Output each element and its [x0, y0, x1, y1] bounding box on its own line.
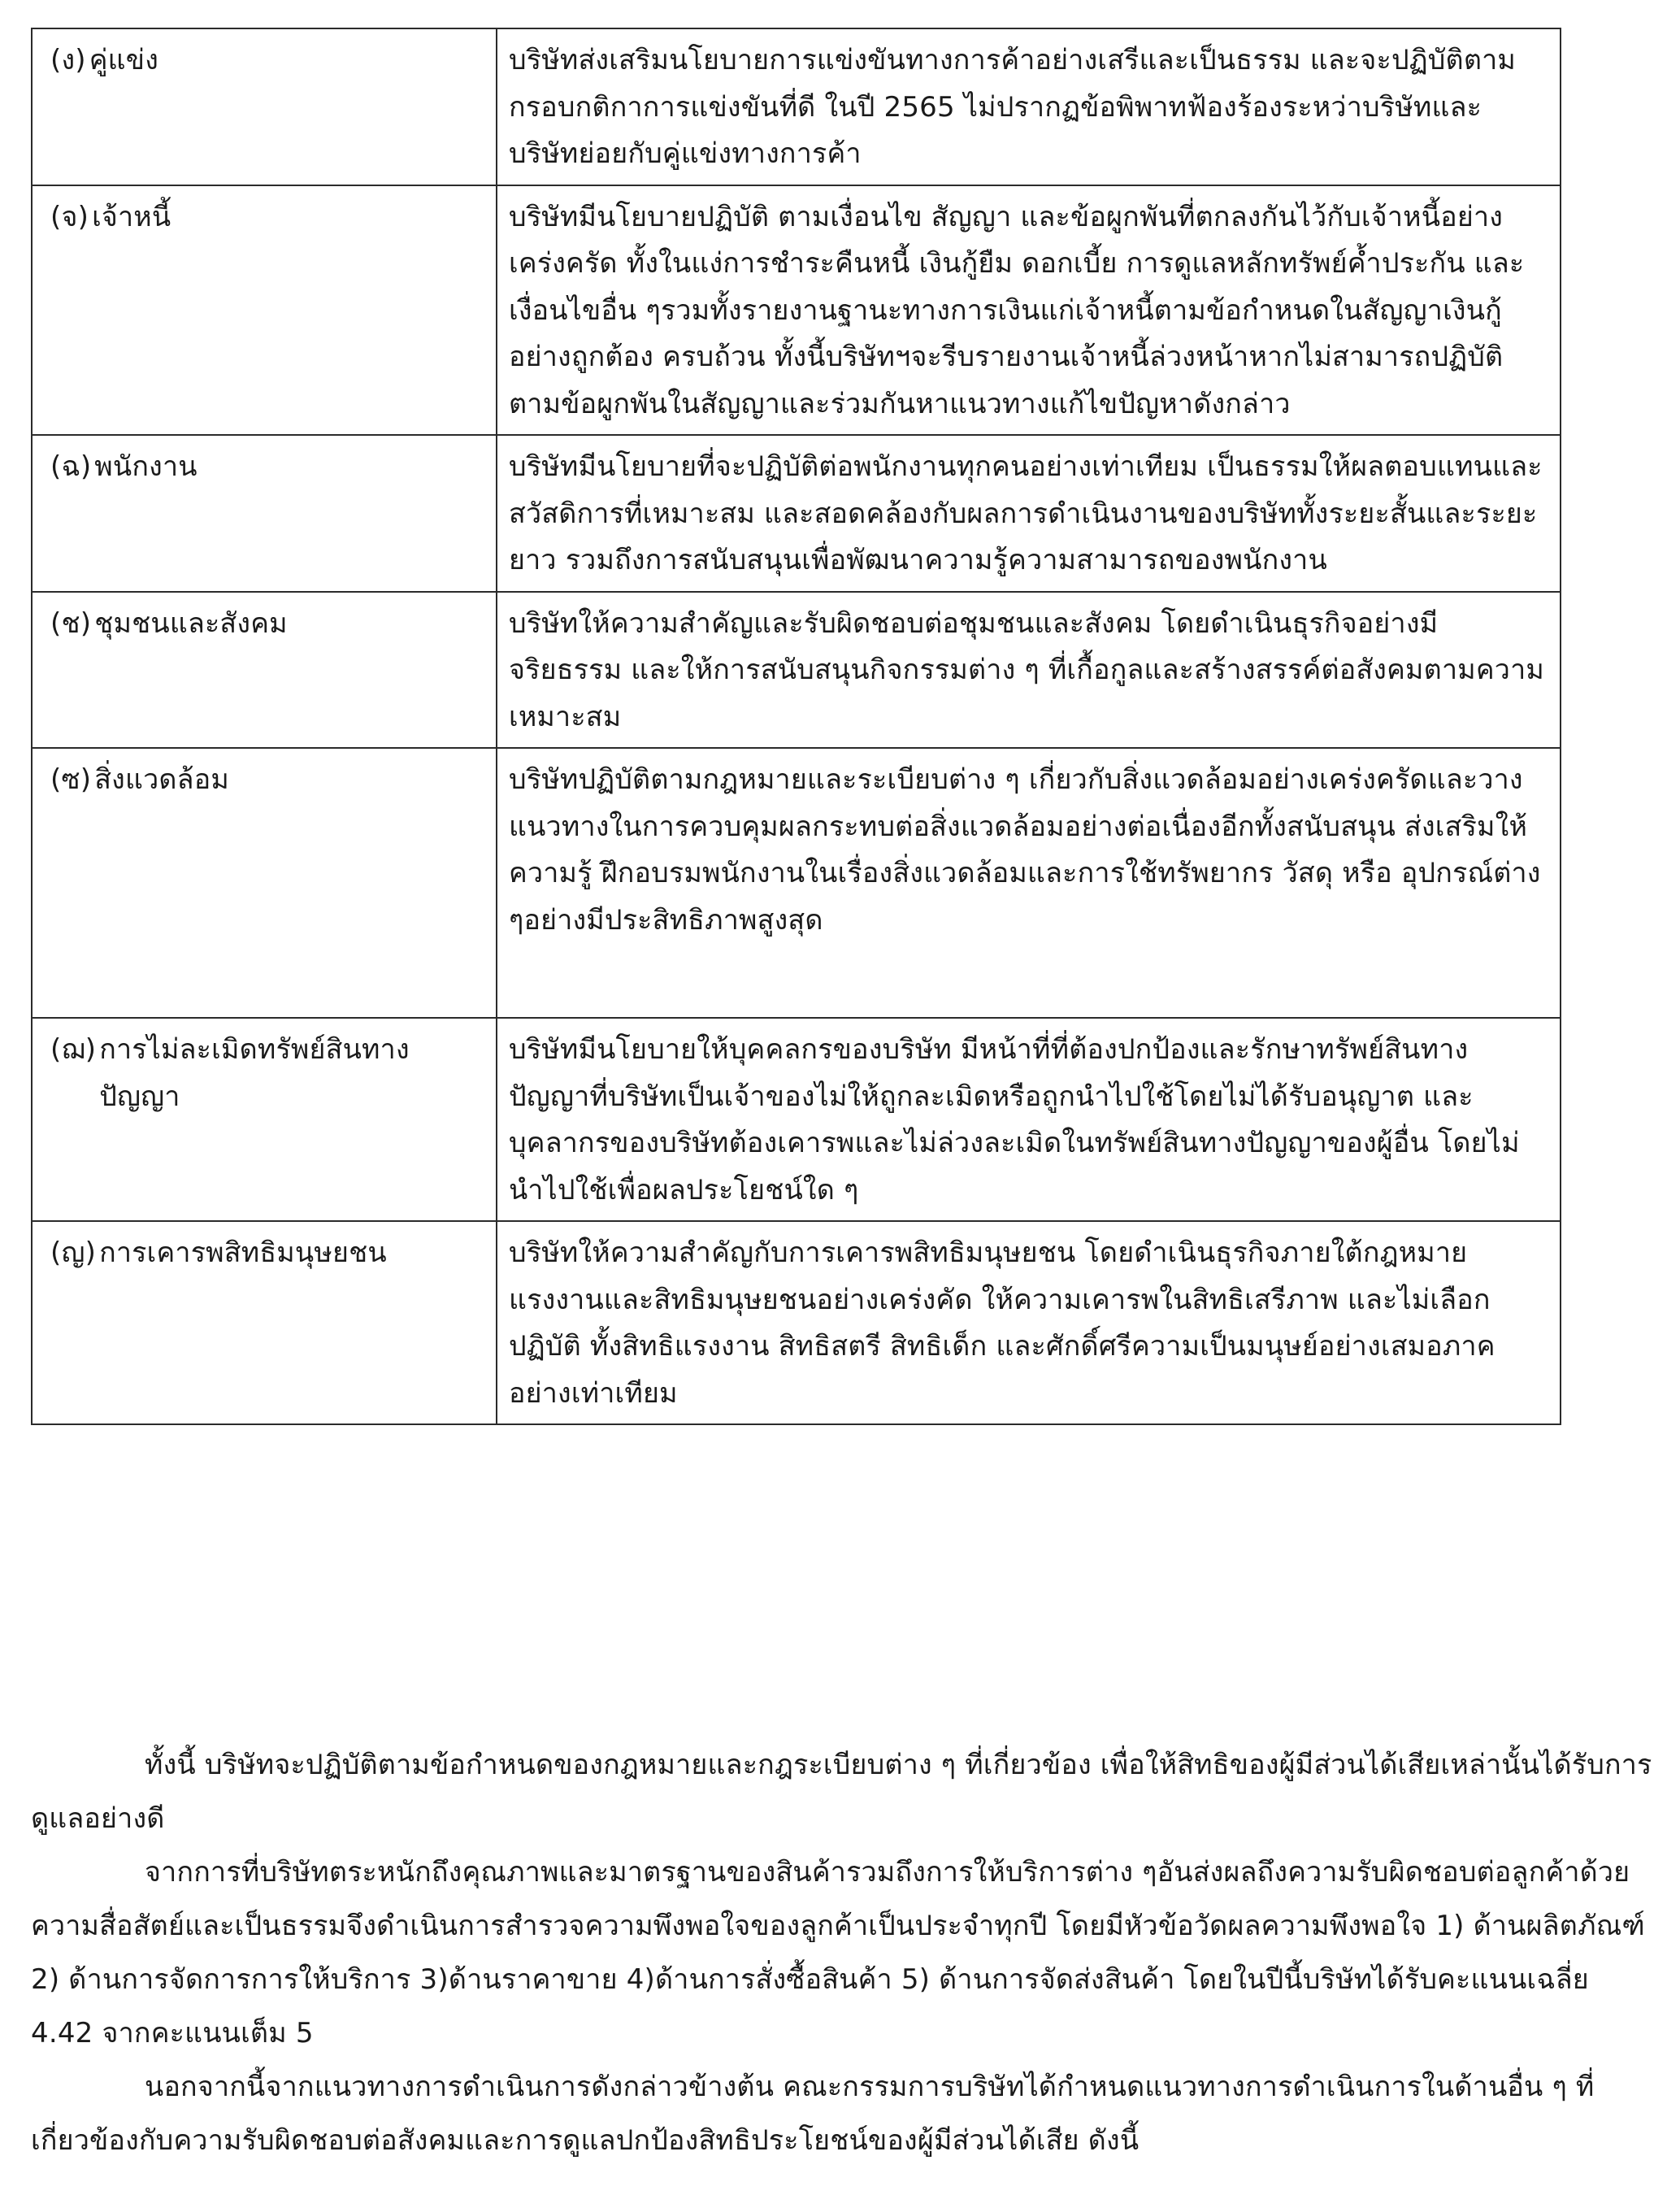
- table-row: [32, 435, 1561, 592]
- stakeholder-policy-text: บริษัทให้ความสำคัญกับการเคารพสิทธิมนุษยชน โดยดำเนินธุรกิจภายใต้กฎหมายแรงงานและสิทธิมนุษยชนอย่างเคร่งคัด ให้ความเคารพในสิทธิเสรีภาพ และไม่เลือกปฏิบัติ ทั้งสิทธิแรงงาน สิทธิสตรี สิทธิเด็ก และศักดิ์ศรีความเป็นมนุษย์อย่างเสมอภาคอย่างเท่าเทียม: [497, 1221, 1561, 1424]
- stakeholder-label-cell: [32, 185, 497, 436]
- stakeholder-number: (ฌ): [50, 1033, 97, 1066]
- table-row: [32, 28, 1561, 185]
- stakeholder-number: (ซ): [50, 763, 92, 796]
- stakeholder-label: การไม่ละเมิดทรัพย์สินทางปัญญา: [99, 1033, 410, 1113]
- stakeholder-label-cell: [32, 1018, 497, 1221]
- stakeholder-label-cell: [32, 592, 497, 749]
- stakeholder-number: (ฉ): [50, 450, 92, 483]
- table-row: [32, 748, 1561, 1018]
- paragraph-compliance: ทั้งนี้ บริษัทจะปฏิบัติตามข้อกำหนดของกฎหมายและกฎระเบียบต่าง ๆ ที่เกี่ยวข้อง เพื่อให้สิทธิของผู้มีส่วนได้เสียเหล่านั้นได้รับการดูแลอย่างดี: [31, 1749, 1652, 1835]
- stakeholder-label: พนักงาน: [94, 450, 198, 483]
- paragraph-other-guidelines: นอกจากนี้จากแนวทางการดำเนินการดังกล่าวข้างต้น คณะกรรมการบริษัทได้กำหนดแนวทางการดำเนินการในด้านอื่น ๆ ที่เกี่ยวข้องกับความรับผิดชอบต่อสังคมและการดูแลปกป้องสิทธิประโยชน์ของผู้มีส่วนได้เสีย ดังนี้: [31, 2071, 1595, 2157]
- stakeholder-number: (ญ): [50, 1237, 97, 1269]
- body-text: [31, 1738, 1652, 2167]
- stakeholder-label: การเคารพสิทธิมนุษยชน: [99, 1237, 387, 1269]
- stakeholder-policy-text: บริษัทปฏิบัติตามกฎหมายและระเบียบต่าง ๆ เกี่ยวกับสิ่งแวดล้อมอย่างเคร่งครัดและวางแนวทางในการควบคุมผลกระทบต่อสิ่งแวดล้อมอย่างต่อเนื่องอีกทั้งสนับสนุน ส่งเสริมให้ความรู้ ฝึกอบรมพนักงานในเรื่องสิ่งแวดล้อมและการใช้ทรัพยากร วัสดุ หรือ อุปกรณ์ต่าง ๆอย่างมีประสิทธิภาพสูงสุด: [497, 748, 1561, 1018]
- stakeholder-label: ชุมชนและสังคม: [94, 606, 288, 640]
- stakeholder-label-cell: [32, 1221, 497, 1424]
- stakeholder-number: (จ): [50, 200, 89, 233]
- stakeholder-label-cell: [32, 435, 497, 592]
- stakeholder-label-cell: [32, 28, 497, 185]
- table-row: [32, 592, 1561, 749]
- stakeholder-label: สิ่งแวดล้อม: [94, 763, 229, 796]
- table-row: [32, 1221, 1561, 1424]
- stakeholder-policy-text: บริษัทมีนโยบายที่จะปฏิบัติต่อพนักงานทุกคนอย่างเท่าเทียม เป็นธรรมให้ผลตอบแทนและสวัสดิการที่เหมาะสม และสอดคล้องกับผลการดำเนินงานของบริษัททั้งระยะสั้นและระยะยาว รวมถึงการสนับสนุนเพื่อพัฒนาความรู้ความสามารถของพนักงาน: [497, 435, 1561, 592]
- stakeholder-label: เจ้าหนี้: [92, 200, 171, 233]
- stakeholder-number: (ง): [50, 44, 86, 76]
- stakeholder-policy-text: บริษัทมีนโยบายให้บุคคลกรของบริษัท มีหน้าที่ที่ต้องปกป้องและรักษาทรัพย์สินทางปัญญาที่บริษัทเป็นเจ้าของไม่ให้ถูกละเมิดหรือถูกนำไปใช้โดยไม่ได้รับอนุญาต และบุคลากรของบริษัทต้องเคารพและไม่ล่วงละเมิดในทรัพย์สินทางปัญญาของผู้อื่น โดยไม่นำไปใช้เพื่อผลประโยชน์ใด ๆ: [497, 1018, 1561, 1221]
- paragraph-customer-survey: จากการที่บริษัทตระหนักถึงคุณภาพและมาตรฐานของสินค้ารวมถึงการให้บริการต่าง ๆอันส่งผลถึงความรับผิดชอบต่อลูกค้าด้วยความสื่อสัตย์และเป็นธรรมจึงดำเนินการสำรวจความพึงพอใจของลูกค้าเป็นประจำทุกปี โดยมีหัวข้อวัดผลความพึงพอใจ 1) ด้านผลิตภัณฑ์ 2) ด้านการจัดการการให้บริการ 3)ด้านราคาขาย 4)ด้านการสั่งซื้อสินค้า 5) ด้านการจัดส่งสินค้า โดยในปีนี้บริษัทได้รับคะแนนเฉลี่ย 4.42 จากคะแนนเต็ม 5: [31, 1856, 1645, 2049]
- stakeholder-policy-text: บริษัทส่งเสริมนโยบายการแข่งขันทางการค้าอย่างเสรีและเป็นธรรม และจะปฏิบัติตามกรอบกติกาการแข่งขันที่ดี ในปี 2565 ไม่ปรากฏข้อพิพาทฟ้องร้องระหว่าบริษัทและบริษัทย่อยกับคู่แข่งทางการค้า: [497, 28, 1561, 185]
- stakeholder-policy-table: [31, 28, 1561, 1425]
- stakeholder-policy-text: บริษัทให้ความสำคัญและรับผิดชอบต่อชุมชนและสังคม โดยดำเนินธุรกิจอย่างมีจริยธรรม และให้การสนับสนุนกิจกรรมต่าง ๆ ที่เกื้อกูลและสร้างสรรค์ต่อสังคมตามความเหมาะสม: [497, 592, 1561, 749]
- stakeholder-label-cell: [32, 748, 497, 1018]
- table-row: [32, 1018, 1561, 1221]
- stakeholder-policy-text: บริษัทมีนโยบายปฏิบัติ ตามเงื่อนไข สัญญา และข้อผูกพันที่ตกลงกันไว้กับเจ้าหนี้อย่างเคร่งครัด ทั้งในแง่การชำระคืนหนี้ เงินกู้ยืม ดอกเบี้ย การดูแลหลักทรัพย์ค้ำประกัน และเงื่อนไขอื่น ๆรวมทั้งรายงานฐานะทางการเงินแก่เจ้าหนี้ตามข้อกำหนดในสัญญาเงินกู้อย่างถูกต้อง ครบถ้วน ทั้งนี้บริษัทฯจะรีบรายงานเจ้าหนี้ล่วงหน้าหากไม่สามารถปฏิบัติตามข้อผูกพันในสัญญาและร่วมกันหาแนวทางแก้ไขปัญหาดังกล่าว: [497, 185, 1561, 436]
- table-row: [32, 185, 1561, 436]
- stakeholder-label: คู่แข่ง: [89, 44, 159, 76]
- stakeholder-number: (ช): [50, 606, 92, 640]
